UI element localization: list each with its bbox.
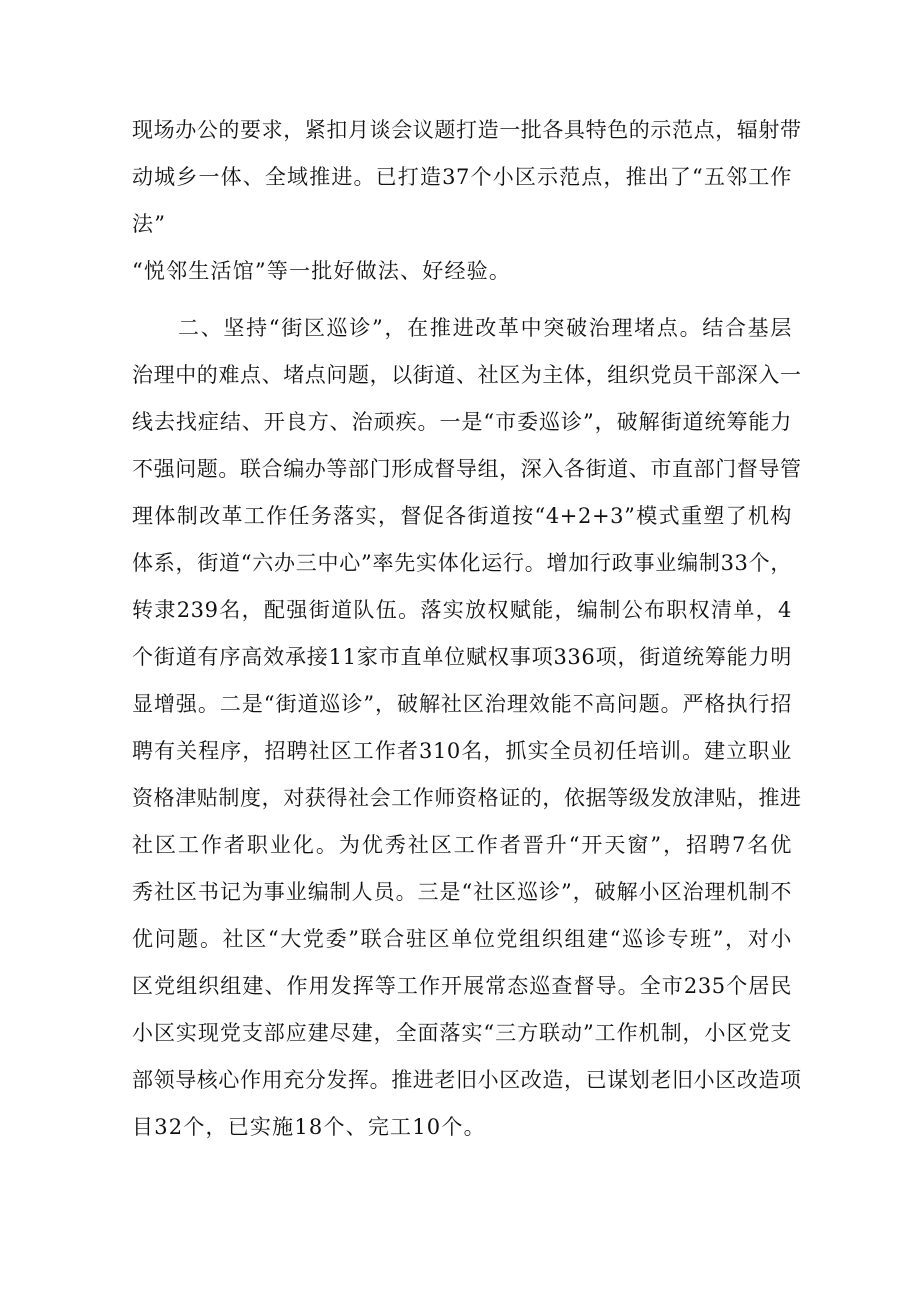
text-line: 优问题。社区“大党委”联合驻区单位党组织组建“巡诊专班”，对小 [132,927,792,951]
text-line: 聘有关程序，招聘社区工作者310名，抓实全员初任培训。建立职业 [132,739,792,763]
text-line: 转隶239名，配强街道队伍。落实放权赋能，编制公布职权清单，4 [132,598,792,622]
text-line: 理体制改革工作任务落实，督促各街道按“4+2+3”模式重塑了机构 [132,504,792,528]
text-line: 小区实现党支部应建尽建，全面落实“三方联动”工作机制，小区党支 [132,1021,792,1045]
text-line: 秀社区书记为事业编制人员。三是“社区巡诊”，破解小区治理机制不 [132,880,792,904]
text-line: 法” [132,212,167,236]
section-heading-line: 二、坚持“街区巡诊”，在推进改革中突破治理堵点。结合基层 [178,316,792,340]
text-line: 体系，街道“六办三中心”率先实体化运行。增加行政事业编制33个， [132,551,792,575]
text-line: “悦邻生活馆”等一批好做法、好经验。 [132,259,512,283]
text-line: 动城乡一体、全域推进。已打造37个小区示范点，推出了“五邻工作 [132,165,792,189]
text-line: 不强问题。联合编办等部门形成督导组，深入各街道、市直部门督导管 [132,457,802,481]
text-line: 显增强。二是“街道巡诊”，破解社区治理效能不高问题。严格执行招 [132,692,792,716]
text-line: 区党组织组建、作用发挥等工作开展常态巡查督导。全市235个居民 [132,974,792,998]
text-line: 目32个，已实施18个、完工10个。 [132,1115,486,1139]
text-line: 社区工作者职业化。为优秀社区工作者晋升“开天窗”，招聘7名优 [132,833,792,857]
text-line: 治理中的难点、堵点问题，以街道、社区为主体，组织党员干部深入一 [132,363,802,387]
text-line: 资格津贴制度，对获得社会工作师资格证的，依据等级发放津贴，推进 [132,786,802,810]
text-line: 线去找症结、开良方、治顽疾。一是“市委巡诊”，破解街道统筹能力 [132,410,792,434]
text-line: 个街道有序高效承接11家市直单位赋权事项336项，街道统筹能力明 [132,645,792,669]
text-line: 部领导核心作用充分发挥。推进老旧小区改造，已谋划老旧小区改造项 [132,1068,802,1092]
text-line: 现场办公的要求，紧扣月谈会议题打造一批各具特色的示范点，辐射带 [132,118,802,142]
